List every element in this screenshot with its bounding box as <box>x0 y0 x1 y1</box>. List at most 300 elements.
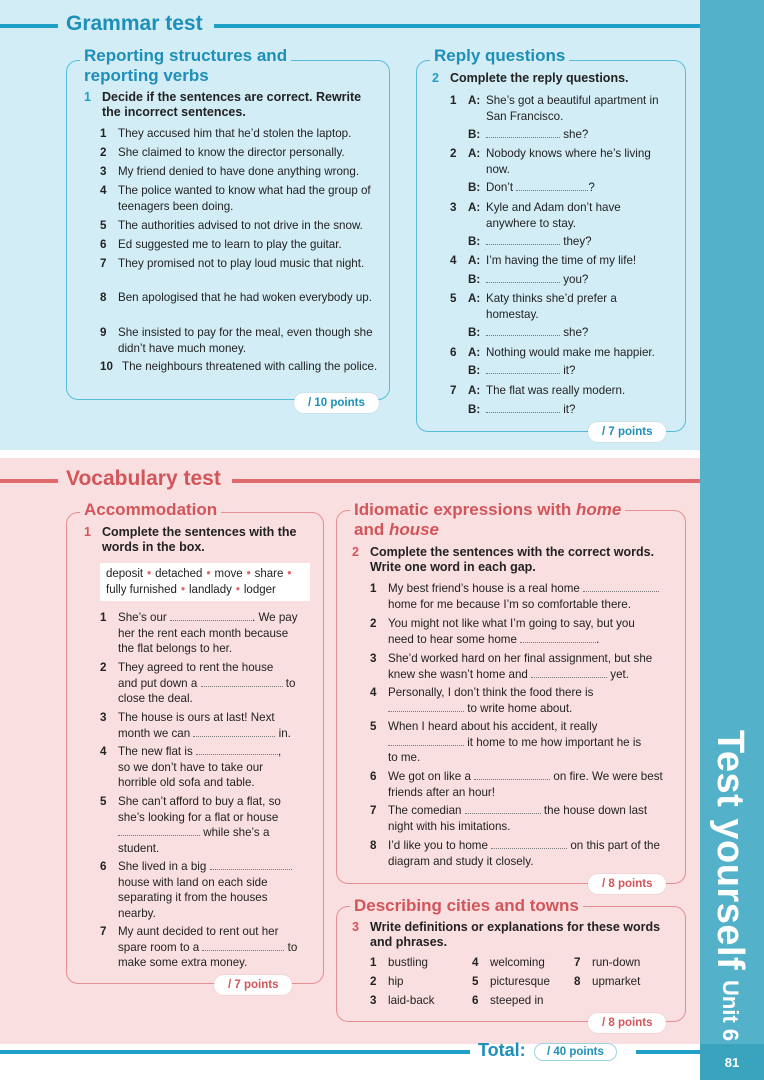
exercise-item <box>370 685 676 716</box>
idioms-title-and: and <box>354 520 389 539</box>
word-box-item: move <box>214 568 243 580</box>
instruction-text: Write definitions or explanations for these words and phrases. <box>370 920 661 949</box>
reply-line <box>486 363 575 379</box>
exercise-item <box>100 256 382 272</box>
sentence-text: She can’t afford to buy a flat, so <box>118 795 281 808</box>
word-box-item: share <box>254 568 284 580</box>
sentence-text: in. <box>275 726 291 740</box>
sentence-text: The flat was really modern. <box>486 384 626 397</box>
sentence-text: The new flat is <box>118 745 196 758</box>
sentence-text <box>118 710 291 741</box>
accommodation-instruction <box>84 525 304 555</box>
sentence-text: to me. <box>388 751 421 764</box>
reply-line <box>486 325 588 341</box>
sentence-text: Nothing would make me happier. <box>486 346 655 359</box>
item-number: 9 <box>100 326 107 339</box>
instruction-text: Complete the reply questions. <box>450 71 629 85</box>
sentence-text: friends after an hour! <box>388 785 495 799</box>
speaker-b: B: <box>468 235 481 248</box>
sentence-line <box>118 890 292 906</box>
cities-word <box>574 953 640 972</box>
item-number: 2 <box>370 617 377 630</box>
answer-gap[interactable] <box>486 273 560 283</box>
sentence-line <box>388 632 635 648</box>
item-number: 1 <box>370 582 377 595</box>
sentence-text <box>118 610 298 657</box>
reply-prefix: Don’t <box>486 181 514 194</box>
cities-word <box>370 991 434 1010</box>
sentence-text <box>118 744 281 791</box>
sentence-line <box>118 775 281 791</box>
reply-item-a <box>450 291 670 322</box>
answer-gap[interactable] <box>516 181 588 191</box>
sentence-text: so we don’t have to take our <box>118 760 264 774</box>
exercise-item <box>370 651 676 682</box>
reply-line <box>486 127 588 143</box>
sentence-text: and put down a <box>118 676 201 690</box>
sentence-text: night with his imitations. <box>388 819 511 833</box>
answer-gap[interactable] <box>202 941 284 951</box>
sentence-text: We got on like a <box>388 770 475 783</box>
sentence-text: student. <box>118 841 160 855</box>
item-number: 2 <box>100 146 107 159</box>
sentence-text: yet. <box>607 667 629 681</box>
sentence-text: nearby. <box>118 906 156 920</box>
sentence-text: , <box>277 745 282 758</box>
sentence-line <box>388 685 593 701</box>
item-number: 7 <box>450 384 457 397</box>
item-number: 7 <box>574 956 581 969</box>
exercise-item <box>370 719 676 766</box>
item-number: 3 <box>100 711 107 724</box>
reply-item-b <box>468 363 668 379</box>
sentence-text <box>388 719 641 766</box>
answer-gap[interactable] <box>486 128 560 138</box>
word-text: hip <box>388 975 404 988</box>
item-number: 4 <box>100 184 107 197</box>
exercise-item <box>100 924 320 971</box>
answer-gap[interactable] <box>520 633 596 643</box>
answer-gap[interactable] <box>531 668 607 678</box>
item-number: 7 <box>370 804 377 817</box>
exercise-item <box>100 164 382 180</box>
exercise-item <box>100 325 382 356</box>
sentence-line <box>118 660 295 676</box>
item-number: 3 <box>370 994 377 1007</box>
side-title <box>704 730 760 1050</box>
sentence-text: horrible old sofa and table. <box>118 776 255 789</box>
speaker-b: B: <box>468 128 481 141</box>
sentence-line <box>118 691 295 707</box>
cities-word <box>370 953 428 972</box>
sentence-text: month we can <box>118 726 194 740</box>
sentence-line <box>118 744 281 760</box>
reply-line <box>486 402 575 418</box>
sentence-line <box>388 750 641 766</box>
sentence-text: She’d worked hard on her final assignment, but she <box>388 652 653 665</box>
speaker-a: A: <box>468 384 481 397</box>
word-text: welcoming <box>490 956 545 969</box>
sentence-line <box>118 726 291 742</box>
item-number: 4 <box>472 956 479 969</box>
item-number: 6 <box>100 860 107 873</box>
sentence-text: while she’s a <box>200 826 270 839</box>
sentence-line <box>118 676 295 692</box>
sentence-text: she’s looking for a flat or house <box>118 810 279 824</box>
sentence-line <box>118 810 281 826</box>
sentence-text <box>118 924 297 971</box>
idioms-instruction <box>352 545 672 575</box>
answer-gap[interactable] <box>465 804 541 814</box>
vocabulary-rule-left <box>0 479 58 483</box>
exercise-number: 2 <box>432 71 439 85</box>
sentence-line <box>388 854 660 870</box>
exercise-item <box>100 660 320 707</box>
sentence-line <box>388 581 659 597</box>
word-text: steeped in <box>490 994 544 1007</box>
reply-item-b <box>468 127 668 143</box>
cities-points: / 8 points <box>588 1013 666 1033</box>
item-number: 6 <box>450 346 457 359</box>
exercise-item <box>100 744 320 791</box>
speaker-a: A: <box>468 346 481 359</box>
sentence-text <box>118 859 292 921</box>
answer-gap[interactable] <box>491 839 567 849</box>
sentence-line <box>118 760 281 776</box>
sentence-text: on fire. We were best <box>550 770 663 783</box>
item-number: 7 <box>100 925 107 938</box>
sentence-line <box>118 955 297 971</box>
idioms-title-pre: Idiomatic expressions with <box>354 500 577 519</box>
cities-word <box>472 953 545 972</box>
sentence-text: close the deal. <box>118 692 193 705</box>
sentence-line <box>388 803 647 819</box>
sentence-text: My friend denied to have done anything wrong. <box>118 165 360 178</box>
sentence-text <box>388 838 660 869</box>
item-number: 1 <box>370 956 377 969</box>
sentence-text: My best friend’s house is a real home <box>388 582 584 595</box>
exercise-number: 1 <box>84 90 91 104</box>
instruction-text: Decide if the sentences are correct. Rewrite the incorrect sentences. <box>102 90 362 119</box>
word-text: picturesque <box>490 975 550 988</box>
sentence-text: to <box>284 940 298 954</box>
sentence-line <box>388 819 647 835</box>
answer-gap[interactable] <box>583 582 659 592</box>
reply-item-a <box>450 383 670 399</box>
sentence-text: diagram and study it closely. <box>388 854 534 868</box>
idioms-points: / 8 points <box>588 874 666 894</box>
sentence-line <box>388 785 663 801</box>
item-number: 2 <box>370 975 377 988</box>
grammar-title: Grammar test <box>58 12 211 36</box>
total-row <box>0 1040 700 1064</box>
accommodation-title: Accommodation <box>80 500 221 520</box>
sentence-text: . <box>596 632 600 646</box>
exercise-number: 3 <box>352 920 359 934</box>
speaker-b: B: <box>468 364 481 377</box>
sentence-text: She’s our <box>118 611 170 624</box>
exercise-item <box>100 710 320 741</box>
exercise-item <box>100 126 382 142</box>
word-text: bustling <box>388 956 428 969</box>
word-box-item: fully furnished <box>106 584 177 596</box>
answer-gap[interactable] <box>210 860 292 870</box>
reply-item-b <box>468 180 668 196</box>
sentence-line <box>118 641 298 657</box>
item-number: 5 <box>370 720 377 733</box>
answer-gap[interactable] <box>486 403 560 413</box>
vocabulary-rule-right <box>232 479 700 483</box>
reply-line <box>486 180 595 196</box>
sentence-text: spare room to a <box>118 940 203 954</box>
sentence-text: You might not like what I’m going to say, but you <box>388 617 635 630</box>
sentence-text: I’d like you to home <box>388 839 492 852</box>
sentence-text: When I heard about his accident, it really <box>388 720 598 733</box>
reply-title: Reply questions <box>430 46 569 66</box>
idioms-title <box>350 500 625 520</box>
reply-suffix: they? <box>563 235 592 248</box>
item-number: 1 <box>450 94 457 107</box>
reply-item-b <box>468 272 668 288</box>
reporting-title-line1: Reporting structures and <box>84 46 288 65</box>
sentence-text: the flat belongs to her. <box>118 642 233 655</box>
sentence-text <box>388 651 652 682</box>
exercise-item <box>100 218 382 234</box>
sentence-text: They agreed to rent the house <box>118 661 274 674</box>
item-number: 6 <box>370 770 377 783</box>
reporting-instruction <box>84 90 374 120</box>
sentence-text: She insisted to pay for the meal, even though she didn’t have much money. <box>118 326 373 355</box>
sentence-text: to write home about. <box>464 701 573 715</box>
sentence-line <box>118 626 298 642</box>
speaker-a: A: <box>468 254 481 267</box>
exercise-item <box>100 359 382 375</box>
reply-suffix: she? <box>563 326 589 339</box>
sentence-line <box>388 701 593 717</box>
reporting-title-line2: reporting verbs <box>84 66 209 85</box>
speaker-b: B: <box>468 181 481 194</box>
item-number: 3 <box>100 165 107 178</box>
sentence-text: Ben apologised that he had woken everybody up. <box>118 291 372 304</box>
sentence-text: to <box>282 676 296 690</box>
answer-gap[interactable] <box>486 326 560 336</box>
sentence-line <box>388 838 660 854</box>
reply-points: / 7 points <box>588 422 666 442</box>
item-number: 5 <box>472 975 479 988</box>
sentence-line <box>388 616 635 632</box>
speaker-a: A: <box>468 201 481 214</box>
sentence-text: separating it from the houses <box>118 891 268 904</box>
sentence-text: She claimed to know the director personally. <box>118 146 345 159</box>
item-number: 7 <box>100 257 107 270</box>
sentence-text: I’m having the time of my life! <box>486 254 637 267</box>
cities-word <box>472 991 544 1010</box>
item-number: 4 <box>370 686 377 699</box>
sentence-text: the house down last <box>540 804 648 817</box>
item-number: 10 <box>100 360 113 373</box>
reply-suffix: it? <box>563 403 576 416</box>
sentence-line <box>118 940 297 956</box>
cities-word <box>574 972 640 991</box>
sentence-line <box>118 875 292 891</box>
reply-item-a <box>450 345 670 361</box>
sentence-text: They accused him that he’d stolen the laptop. <box>118 127 352 140</box>
speaker-b: B: <box>468 326 481 339</box>
exercise-item <box>100 859 320 921</box>
sentence-line <box>388 651 652 667</box>
answer-gap[interactable] <box>474 770 550 780</box>
reply-line <box>486 272 588 288</box>
side-title-text: Test yourself <box>709 730 751 971</box>
accommodation-points: / 7 points <box>214 975 292 995</box>
word-box-item: deposit <box>106 568 144 580</box>
speaker-b: B: <box>468 403 481 416</box>
item-number: 5 <box>450 292 457 305</box>
sentence-text: The house is ours at last! Next <box>118 711 275 724</box>
cities-word-grid <box>370 953 680 1013</box>
sentence-line <box>118 610 298 626</box>
total-points: / 40 points <box>534 1043 617 1061</box>
sentence-line <box>118 841 281 857</box>
sentence-text: She’s got a beautiful apartment in San Francisco. <box>486 94 659 123</box>
sentence-text <box>388 616 635 647</box>
sentence-line <box>118 924 297 940</box>
sentence-text <box>118 794 281 856</box>
item-number: 4 <box>100 745 107 758</box>
item-number: 4 <box>450 254 457 267</box>
reply-item-b <box>468 402 668 418</box>
word-text: run-down <box>592 956 641 969</box>
sentence-text: The neighbours threatened with calling the police. <box>122 360 378 373</box>
instruction-text: Complete the sentences with the correct words. Write one word in each gap. <box>370 545 655 574</box>
answer-gap[interactable] <box>486 235 560 245</box>
reporting-points: / 10 points <box>294 393 379 413</box>
idioms-title-2 <box>350 520 443 540</box>
sentence-text: home for me because I’m so comfortable there. <box>388 597 631 611</box>
exercise-item <box>100 610 320 657</box>
exercise-item <box>370 769 676 800</box>
reply-suffix: you? <box>563 273 589 286</box>
exercise-item <box>100 237 382 253</box>
item-number: 8 <box>100 291 107 304</box>
sentence-text: her the rent each month because <box>118 626 289 640</box>
idioms-title-house: house <box>388 520 440 539</box>
speaker-b: B: <box>468 273 481 286</box>
word-text: laid-back <box>388 994 435 1007</box>
sentence-text: The police wanted to know what had the group of teenagers been doing. <box>118 184 371 213</box>
exercise-number: 2 <box>352 545 359 559</box>
idioms-title-home: home <box>576 500 622 519</box>
sentence-text: Ed suggested me to learn to play the guitar. <box>118 238 342 251</box>
exercise-number: 1 <box>84 525 91 539</box>
sentence-text: . We pay <box>252 611 298 624</box>
item-number: 3 <box>370 652 377 665</box>
exercise-item <box>370 581 676 612</box>
reply-item-a <box>450 200 670 231</box>
sentence-text: on this part of the <box>567 839 660 852</box>
answer-gap[interactable] <box>196 745 278 755</box>
exercise-item <box>100 290 382 306</box>
exercise-item <box>370 803 676 834</box>
word-box-item: landlady <box>189 584 232 596</box>
vocabulary-title: Vocabulary test <box>58 467 229 491</box>
cities-word <box>472 972 550 991</box>
item-number: 6 <box>100 238 107 251</box>
reply-item-b <box>468 325 668 341</box>
total-rule-left <box>0 1050 470 1054</box>
item-number: 8 <box>574 975 581 988</box>
sentence-line <box>118 794 281 810</box>
speaker-a: A: <box>468 292 481 305</box>
exercise-item <box>370 616 676 647</box>
cities-title: Describing cities and towns <box>350 896 583 916</box>
reply-suffix: she? <box>563 128 589 141</box>
word-text: upmarket <box>592 975 641 988</box>
word-box: deposit • detached • move • share • fully furnished • landlady • lodger <box>100 563 310 601</box>
sentence-text: They promised not to play loud music that night. <box>118 257 365 270</box>
reply-item-b <box>468 234 668 250</box>
reply-instruction <box>432 71 682 86</box>
sentence-line <box>388 769 663 785</box>
item-number: 6 <box>472 994 479 1007</box>
item-number: 3 <box>450 201 457 214</box>
sentence-text: She lived in a big <box>118 860 210 873</box>
speaker-a: A: <box>468 147 481 160</box>
reply-item-a <box>450 93 670 124</box>
grammar-rule-left <box>0 24 58 28</box>
sentence-text: Katy thinks she’d prefer a homestay. <box>486 292 617 321</box>
sentence-text: house with land on each side <box>118 875 268 889</box>
sentence-line <box>118 859 292 875</box>
cities-word <box>370 972 403 991</box>
exercise-item <box>100 183 382 214</box>
item-number: 8 <box>370 839 377 852</box>
sentence-text: Personally, I don’t think the food there is <box>388 686 594 699</box>
item-number: 2 <box>100 661 107 674</box>
answer-gap[interactable] <box>201 677 283 687</box>
sentence-text: Nobody knows where he’s living now. <box>486 147 651 176</box>
sentence-text <box>388 769 663 800</box>
instruction-text: Complete the sentences with the words in the box. <box>102 525 297 554</box>
answer-gap[interactable] <box>193 727 275 737</box>
answer-gap[interactable] <box>118 826 200 836</box>
answer-gap[interactable] <box>170 611 252 621</box>
sentence-text: Kyle and Adam don’t have anywhere to stay. <box>486 201 621 230</box>
sentence-line <box>118 906 292 922</box>
sentence-line <box>388 667 652 683</box>
reply-line <box>486 234 592 250</box>
exercise-item <box>100 145 382 161</box>
answer-gap[interactable] <box>388 702 464 712</box>
item-number: 1 <box>100 127 107 140</box>
item-number: 2 <box>450 147 457 160</box>
speaker-a: A: <box>468 94 481 107</box>
sentence-text: My aunt decided to rent out her <box>118 925 279 938</box>
grammar-rule-right <box>214 24 700 28</box>
sentence-text <box>388 803 647 834</box>
sentence-text <box>118 660 295 707</box>
answer-gap[interactable] <box>486 364 560 374</box>
sentence-line <box>118 710 291 726</box>
sentence-line <box>388 597 659 613</box>
sentence-line <box>118 825 281 841</box>
reply-suffix: ? <box>588 181 595 194</box>
answer-gap[interactable] <box>388 736 464 746</box>
sentence-text: knew she wasn’t home and <box>388 667 532 681</box>
cities-instruction <box>352 920 672 950</box>
sentence-text: The comedian <box>388 804 465 817</box>
sentence-text: make some extra money. <box>118 956 248 969</box>
